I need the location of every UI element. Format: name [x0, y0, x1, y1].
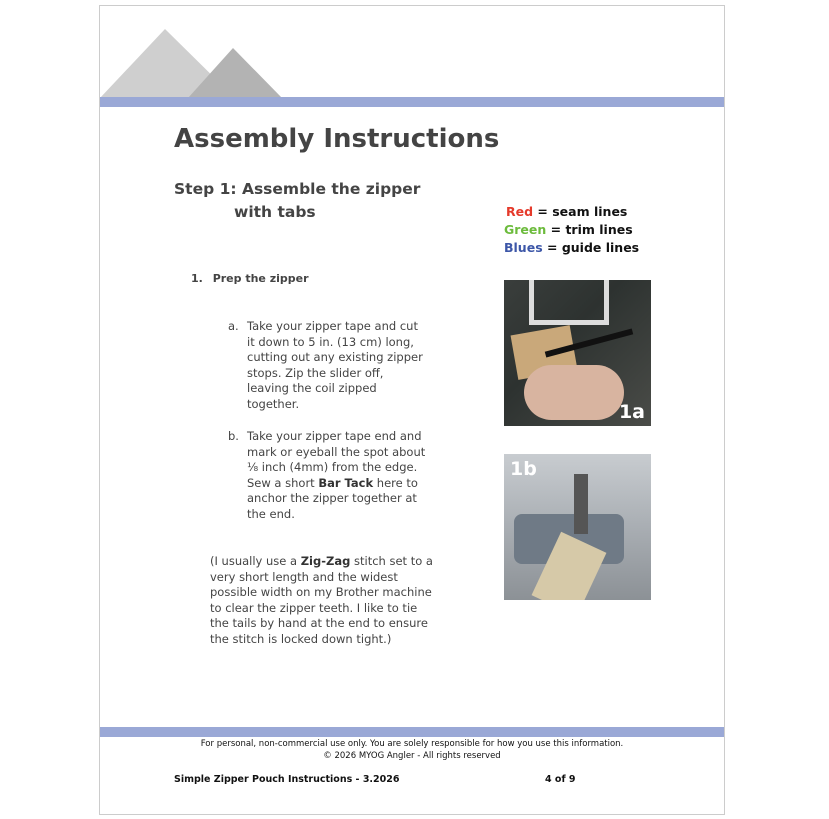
- page-number: 4 of 9: [545, 774, 576, 785]
- step-item-a: [228, 319, 428, 412]
- photo-1b: [504, 454, 651, 600]
- note-paragraph: [210, 554, 435, 647]
- legend-green-text: = trim lines: [546, 222, 633, 237]
- step-item-b: [228, 429, 428, 522]
- item-b-bold: Bar Tack: [318, 475, 374, 490]
- legend-blue-text: = guide lines: [542, 240, 640, 255]
- list-heading: [191, 272, 309, 285]
- note-pre: (I usually use a: [210, 554, 301, 568]
- footer-doc-title: Simple Zipper Pouch Instructions - 3.2026: [174, 774, 400, 785]
- header-band: [100, 97, 724, 107]
- step-heading-line1: Step 1: Assemble the zipper: [174, 180, 421, 198]
- mountains-logo: [100, 6, 290, 98]
- legend-red-text: = seam lines: [533, 204, 628, 219]
- note-post: stitch set to a very short length and the widest possible width on my Brother machine to clear the zipper teeth. I like to tie the tails by hand at the end to ensure the stitch is locked down tight.): [210, 554, 433, 646]
- item-a-text: Take your zipper tape and cut it down to 5 in. (13 cm) long, cutting out any existing zipper stops. Zip the slider off, leaving the coil zipped together.: [247, 319, 423, 411]
- footer-copyright: © 2026 MYOG Angler - All rights reserved: [323, 751, 501, 761]
- item-b-pre: Take your zipper tape end and mark or eyeball the spot about ⅛ inch (4mm) from the edge. Sew a short: [247, 429, 426, 490]
- step-heading-line2: with tabs: [234, 203, 316, 221]
- list-heading-text: Prep the zipper: [212, 272, 309, 285]
- item-a-letter: a.: [228, 319, 239, 333]
- note-bold: Zig-Zag: [300, 554, 351, 568]
- photo-1a: [504, 280, 651, 426]
- document-page: [99, 5, 725, 815]
- photo-1a-label: 1a: [618, 401, 645, 423]
- legend-red: Red: [506, 204, 534, 219]
- legend-blue: Blues: [504, 240, 543, 255]
- item-b-text: [247, 429, 428, 522]
- legend-green: Green: [504, 222, 547, 237]
- photo-1b-label: 1b: [510, 458, 537, 480]
- list-number: 1.: [191, 272, 203, 285]
- step-heading: [174, 178, 420, 224]
- footer-band: [100, 727, 724, 737]
- footer-disclaimer: For personal, non-commercial use only. You are solely responsible for how you use this information.: [200, 739, 624, 749]
- item-b-post: here to anchor the zipper together at the end.: [247, 475, 418, 521]
- item-b-letter: b.: [228, 429, 239, 443]
- color-legend: [504, 203, 639, 257]
- page-title: Assembly Instructions: [174, 124, 500, 154]
